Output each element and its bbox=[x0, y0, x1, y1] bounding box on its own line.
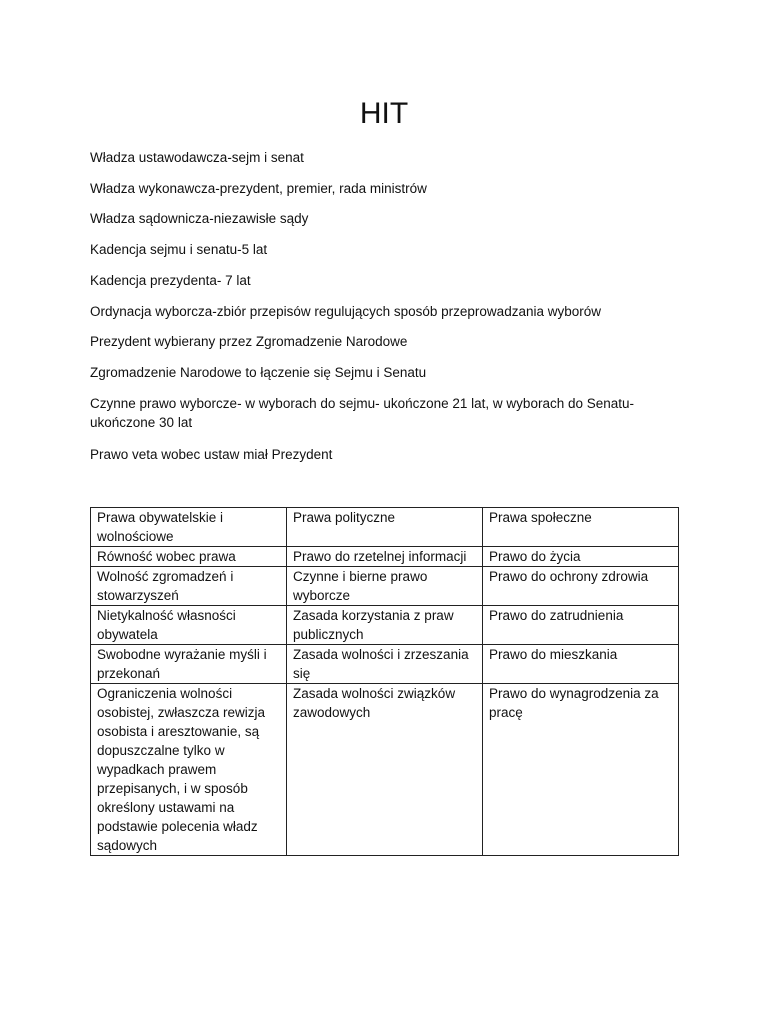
paragraph-legislative-power: Władza ustawodawcza-sejm i senat bbox=[90, 150, 304, 165]
paragraph-national-assembly: Zgromadzenie Narodowe to łączenie się Sejmu i Senatu bbox=[90, 365, 427, 380]
paragraph-president-election: Prezydent wybierany przez Zgromadzenie Narodowe bbox=[90, 334, 408, 349]
table-cell: Zasada wolności i zrzeszania się bbox=[287, 645, 483, 684]
table-cell: Nietykalność własności obywatela bbox=[91, 606, 287, 645]
paragraph-electoral-law: Ordynacja wyborcza-zbiór przepisów regulujących sposób przeprowadzania wyborów bbox=[90, 304, 601, 319]
table-header-cell: Prawa polityczne bbox=[287, 508, 483, 547]
table-cell: Zasada korzystania z praw publicznych bbox=[287, 606, 483, 645]
table-cell: Prawo do życia bbox=[483, 547, 679, 567]
table-header-cell: Prawa społeczne bbox=[483, 508, 679, 547]
table-header-row bbox=[91, 508, 679, 547]
table-cell: Swobodne wyrażanie myśli i przekonań bbox=[91, 645, 287, 684]
table-row bbox=[91, 547, 679, 567]
table-cell: Prawo do ochrony zdrowia bbox=[483, 567, 679, 606]
rights-table bbox=[90, 507, 679, 856]
table-header-cell: Prawa obywatelskie i wolnościowe bbox=[91, 508, 287, 547]
table-row bbox=[91, 645, 679, 684]
table-row bbox=[91, 567, 679, 606]
table-cell: Wolność zgromadzeń i stowarzyszeń bbox=[91, 567, 287, 606]
table-cell: Prawo do rzetelnej informacji bbox=[287, 547, 483, 567]
paragraph-voting-rights: Czynne prawo wyborcze- w wyborach do sejmu- ukończone 21 lat, w wyborach do Senatu-ukończone 30 lat bbox=[90, 396, 635, 430]
table-cell: Prawo do mieszkania bbox=[483, 645, 679, 684]
table-cell: Prawo do wynagrodzenia za pracę bbox=[483, 684, 679, 856]
paragraph-veto-right: Prawo veta wobec ustaw miał Prezydent bbox=[90, 447, 333, 462]
paragraph-judicial-power: Władza sądownicza-niezawisłe sądy bbox=[90, 211, 309, 226]
table-cell: Zasada wolności związków zawodowych bbox=[287, 684, 483, 856]
paragraph-sejm-senate-term: Kadencja sejmu i senatu-5 lat bbox=[90, 242, 268, 257]
table-row bbox=[91, 684, 679, 856]
table-cell: Ograniczenia wolności osobistej, zwłaszcza rewizja osobista i aresztowanie, są dopuszczalne tylko w wypadkach prawem przepisanych, i w sposób określony ustawami na podstawie polecenia władz sądowych bbox=[91, 684, 287, 856]
table-cell: Czynne i bierne prawo wyborcze bbox=[287, 567, 483, 606]
table-row bbox=[91, 606, 679, 645]
paragraph-executive-power: Władza wykonawcza-prezydent, premier, rada ministrów bbox=[90, 181, 427, 196]
table-cell: Prawo do zatrudnienia bbox=[483, 606, 679, 645]
document-title: HIT bbox=[359, 97, 409, 130]
paragraph-president-term: Kadencja prezydenta- 7 lat bbox=[90, 273, 251, 288]
table-cell: Równość wobec prawa bbox=[91, 547, 287, 567]
